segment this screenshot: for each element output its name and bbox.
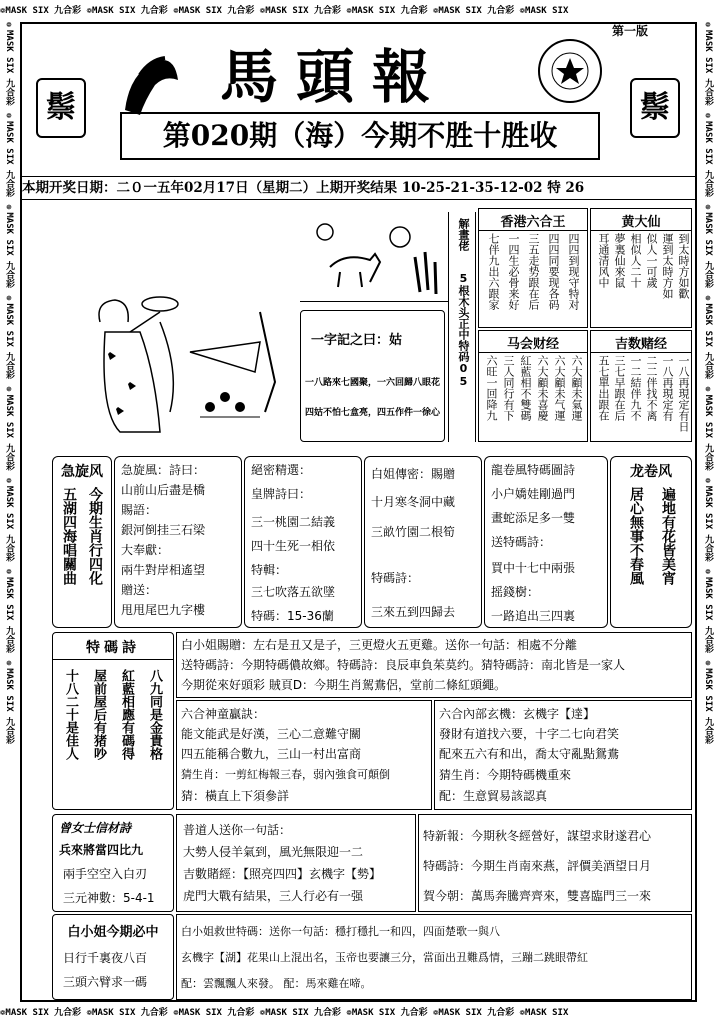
jueme-line-6: 三七吹落五欲墜 xyxy=(251,585,336,599)
temashi-col-4: 八九同是金貴格 xyxy=(147,669,162,760)
ma-caijing-col-3: 紅藍相不雙碼 xyxy=(519,355,532,421)
huang-daxian-col-2: 夢裏仙來鼠 xyxy=(613,233,626,288)
ma-caijing-title: 马会财经 xyxy=(479,333,587,353)
longjuanfeng-poem-box xyxy=(484,456,608,628)
baijie-line-5: 三來五到四歸去 xyxy=(371,605,456,619)
riddle-label: 解畫佬 xyxy=(457,218,470,251)
jxf-line-2: 山前山后盡是橋 xyxy=(121,483,206,497)
ma-caijing-col-6: 六大顧未氣運 xyxy=(570,355,583,421)
lhnb-line-1: 六合內部玄機：玄機字【達】 xyxy=(439,707,596,721)
ma-caijing-box xyxy=(478,330,588,442)
jxf-line-4: 銀河倒挂三石梁 xyxy=(121,523,206,537)
baijie-line-1: 白姐傳密：賜贈 xyxy=(371,467,456,481)
jueme-line-4: 四十生死一相依 xyxy=(251,539,336,553)
temashi-title: 特碼詩 xyxy=(53,637,173,660)
jxf-line-8: 甩甩尾巴九字樓 xyxy=(121,603,206,617)
jixuanfeng-left-col-1: 五湖四海唱關曲 xyxy=(61,487,77,585)
hk-king-col-1: 七伴九出六跟家 xyxy=(487,233,500,310)
jxf-line-1: 急旋風：詩曰： xyxy=(121,463,206,477)
jixuanfeng-left-box xyxy=(52,456,112,628)
ptr-line-3: 吉數賭經：【照亮四四】玄機字【勢】 xyxy=(183,867,382,881)
bottom-border-strip: ❁MASK SIX 九合彩 ❁MASK SIX 九合彩 ❁MASK SIX 九合彩 ❁MASK SIX 九合彩 ❁MASK SIX 九合彩 ❁MASK SIX 九合彩 ❁MASK SIX xyxy=(0,1008,569,1018)
zeng-nvshi-line-1: 兵來將當四比九 xyxy=(59,843,144,857)
longjuanfeng-right-title: 龙卷风 xyxy=(630,464,672,480)
txb-line-3: 賀今朝：萬馬奔騰齊齊來，雙喜臨門三一來 xyxy=(423,889,652,903)
lhnb-line-3: 配來五六有和出，喬太守亂點鴛鴦 xyxy=(439,747,620,761)
left-border-strip: ❁MASK SIX 九合彩 ❁MASK SIX 九合彩 ❁MASK SIX 九合彩 ❁MASK SIX 九合彩 ❁MASK SIX 九合彩 ❁MASK SIX 九合彩 ❁MASK SIX 九合彩 ❁MASK SIX 九合彩 xyxy=(4,20,14,745)
zeng-nvshi-box xyxy=(52,814,174,912)
liuhe-neibu-box xyxy=(434,700,692,810)
jxf-line-5: 大奉獻： xyxy=(121,543,170,557)
ma-caijing-col-2: 三人同行有下 xyxy=(502,355,515,421)
lhnb-line-2: 發財有道找六要，十字二七向君笑 xyxy=(439,727,620,741)
zeng-nvshi-line-2: 兩手空空入白刃 xyxy=(63,867,148,881)
texinbao-box xyxy=(418,814,692,912)
yizi-title: 一字記之曰：姑 xyxy=(311,333,403,348)
left-badge: 鬃 xyxy=(36,78,86,138)
ljf-line-6: 摇錢樹： xyxy=(491,585,540,599)
baijie-line-4: 特碼詩： xyxy=(371,571,420,585)
temashi-box xyxy=(52,632,174,810)
hk-king-col-5: 四四到现守特对 xyxy=(567,233,580,310)
edition-label: 第一版 xyxy=(612,24,649,38)
lhnb-line-4: 猜生肖：今期特碼機重來 xyxy=(439,768,572,782)
jixuanfeng-poem-box xyxy=(114,456,242,628)
bxj-bizhong-title: 白小姐今期必中 xyxy=(67,925,159,940)
huang-daxian-col-5: 運到太時方如 xyxy=(661,233,674,299)
horse-sketch xyxy=(300,212,448,302)
yizi-box xyxy=(300,310,445,442)
lhnb-line-5: 配：生意貿易該認真 xyxy=(439,789,548,803)
stamp-seal xyxy=(535,36,605,106)
hk-king-col-4: 四四同要现各码 xyxy=(547,233,560,310)
ljf-line-7: 一路追出三四裏 xyxy=(491,609,576,623)
txb-line-2: 特碼詩：今期生肖南來燕，評價美酒望日月 xyxy=(423,859,652,873)
bxj-jiushi-line-2: 玄機字【湖】花果山上混出名，玉帝也要讓三分，當面出丑難爲情，三蹦二跳眼帶紅 xyxy=(181,951,588,964)
longjuanfeng-right-col-1: 居心無事不春風 xyxy=(628,487,644,585)
zeng-nvshi-line-3: 三元神數：5-4-1 xyxy=(63,891,155,905)
liuhe-shenwang-box xyxy=(176,700,432,810)
jxf-line-7: 贈送： xyxy=(121,583,158,597)
temashi-col-3: 紅藍相應有碼得 xyxy=(119,669,134,760)
yizi-line-2: 四姑不怕七盒亮，四五作件一徐心 xyxy=(305,408,441,418)
jishu-duzeng-box xyxy=(590,330,692,442)
ptr-line-2: 大勢人侵羊氣到，風光無限迎一二 xyxy=(183,845,364,859)
jixuanfeng-left-col-2: 今期生肖行四化 xyxy=(87,487,103,585)
baijie-line-2: 十月寒冬洞中藏 xyxy=(371,495,456,509)
jixuanfeng-left-title: 急旋风 xyxy=(61,464,103,480)
yizi-line-1: 一八路來七國聚，一六回歸八眼花 xyxy=(305,378,441,388)
huang-daxian-col-1: 耳通清风中 xyxy=(597,233,610,288)
jishu-duzeng-col-4: 二二伴找不离 xyxy=(645,355,658,421)
ljf-line-2: 小户嬌娃剛過門 xyxy=(491,487,576,501)
draw-date-line: 本期开奖日期：二０一五年02月17日（星期二）上期开奖结果 10-25-21-35-12-02 特 26 xyxy=(22,176,695,200)
jueme-line-2: 皇牌詩曰： xyxy=(251,487,312,501)
ma-caijing-col-5: 六大顧未气運 xyxy=(553,355,566,421)
huang-daxian-col-4: 似人一可歲 xyxy=(645,233,658,288)
baijie-box xyxy=(364,456,482,628)
hk-king-col-3: 三五走势跟在后 xyxy=(527,233,540,310)
lhsw-line-1: 六合神童贏訣： xyxy=(181,707,266,721)
jishu-duzeng-col-3: 一二結伴九不 xyxy=(629,355,642,421)
jishu-duzeng-col-2: 三七早跟在后 xyxy=(613,355,626,421)
top-border-strip: ❁MASK SIX 九合彩 ❁MASK SIX 九合彩 ❁MASK SIX 九合彩 ❁MASK SIX 九合彩 ❁MASK SIX 九合彩 ❁MASK SIX 九合彩 ❁MASK SIX xyxy=(0,6,569,16)
bxj-jiushi-line-3: 配：雲飄飄人來發。 配：馬來雞在啼。 xyxy=(181,977,372,990)
huang-daxian-col-3: 相似人二十 xyxy=(629,233,642,288)
jishu-duzeng-title: 吉数赌经 xyxy=(591,333,691,353)
bxj-zeng-line-1: 白小姐賜贈：左右是丑又是子，三更燈火五更雞。送你一句話：相處不分離 xyxy=(181,638,578,652)
jueme-line-5: 特輯： xyxy=(251,563,288,577)
ljf-line-5: 買中十七中兩張 xyxy=(491,561,576,575)
cartoon-illustration xyxy=(60,212,300,442)
lhsw-line-3: 四五能稱合數九，三山一村出富商 xyxy=(181,747,362,761)
longjuanfeng-right-box xyxy=(610,456,692,628)
ljf-line-1: 龍卷風特碼圖詩 xyxy=(491,463,576,477)
huang-daxian-title: 黄大仙 xyxy=(591,211,691,231)
masthead-title: 馬頭報 xyxy=(220,43,449,111)
bxj-jiushi-line-1: 白小姐救世特碼：送你一句話：穩打穩扎一和四，四面楚歌一與八 xyxy=(181,925,500,938)
temashi-col-1: 十八二十是佳人 xyxy=(63,669,78,760)
hk-king-col-2: 一四生必骨来好 xyxy=(507,233,520,310)
horse-logo-left xyxy=(120,40,180,120)
headline-banner: 第020期（海）今期不胜十胜收 xyxy=(120,112,600,160)
ljf-line-4: 送特碼詩： xyxy=(491,535,552,549)
putongren-box xyxy=(176,814,416,912)
bxj-zeng-line-2: 送特碼詩：今期特碼儂故鄉。特碼詩：良辰車負茱莫约。猜特碼詩：南北皆是一家人 xyxy=(181,658,626,672)
baixiaojie-jiushi-box xyxy=(176,914,692,1000)
riddle-side-panel xyxy=(448,212,476,442)
lhsw-line-2: 能文能武是好漢，三心二意難守關 xyxy=(181,727,362,741)
jueme-line-7: 特碼：15-36蘭 xyxy=(251,609,334,623)
lhsw-line-4: 猜生肖：一剪紅梅報三春，弱內強食可顛倒 xyxy=(181,768,390,781)
ptr-line-4: 虎門大戰有結果，三人行必有一强 xyxy=(183,889,364,903)
longjuanfeng-right-col-2: 遍地有花皆美宵 xyxy=(660,487,676,585)
baixiaojie-bizhong-box xyxy=(52,914,174,1000)
riddle-answer: 5根木头正中特码05 xyxy=(457,272,470,388)
lhsw-line-5: 猜：橫直上下須參詳 xyxy=(181,789,290,803)
right-border-strip: ❁MASK SIX 九合彩 ❁MASK SIX 九合彩 ❁MASK SIX 九合彩 ❁MASK SIX 九合彩 ❁MASK SIX 九合彩 ❁MASK SIX 九合彩 ❁MASK SIX 九合彩 ❁MASK SIX 九合彩 xyxy=(703,20,713,745)
jishu-duzeng-col-6: 一八再現定有日 xyxy=(677,355,690,432)
bxj-bizhong-line-2: 三頭六臂求一碼 xyxy=(63,975,148,989)
baixiaojie-zeng-box xyxy=(176,632,692,698)
jxf-line-6: 兩牛對岸相遙望 xyxy=(121,563,206,577)
huang-daxian-box xyxy=(590,208,692,328)
right-badge: 鬃 xyxy=(630,78,680,138)
hk-king-box xyxy=(478,208,588,328)
huang-daxian-col-6: 到太時方如歡 xyxy=(677,233,690,299)
ma-caijing-col-1: 六旺一回降九 xyxy=(485,355,498,421)
jishu-duzeng-col-1: 五七單出跟在 xyxy=(597,355,610,421)
ma-caijing-col-4: 六大顧未喜慶 xyxy=(536,355,549,421)
ljf-line-3: 畫蛇添足多一雙 xyxy=(491,511,576,525)
jueme-box xyxy=(244,456,362,628)
bxj-bizhong-line-1: 日行千裏夜八百 xyxy=(63,951,148,965)
zeng-nvshi-title: 曾女士信材詩 xyxy=(59,821,132,835)
ptr-line-1: 普道人送你一句話： xyxy=(183,823,292,837)
baijie-line-3: 三畝竹園二根筍 xyxy=(371,525,456,539)
bxj-zeng-line-3: 今期從來好頭彩 賊頁D：今期生肖駕鴦侶，堂前二條紅頭繩。 xyxy=(181,678,507,692)
hk-king-title: 香港六合王 xyxy=(479,211,587,231)
temashi-col-2: 屋前屋后有猪吵 xyxy=(91,669,106,760)
jxf-line-3: 賜語： xyxy=(121,503,158,517)
jueme-line-1: 絕密精選： xyxy=(251,463,312,477)
jishu-duzeng-col-5: 一八再現定有 xyxy=(661,355,674,421)
txb-line-1: 特新報：今期秋冬經營好，謀望求財遂君心 xyxy=(423,829,652,843)
jueme-line-3: 三一桃園二結義 xyxy=(251,515,336,529)
